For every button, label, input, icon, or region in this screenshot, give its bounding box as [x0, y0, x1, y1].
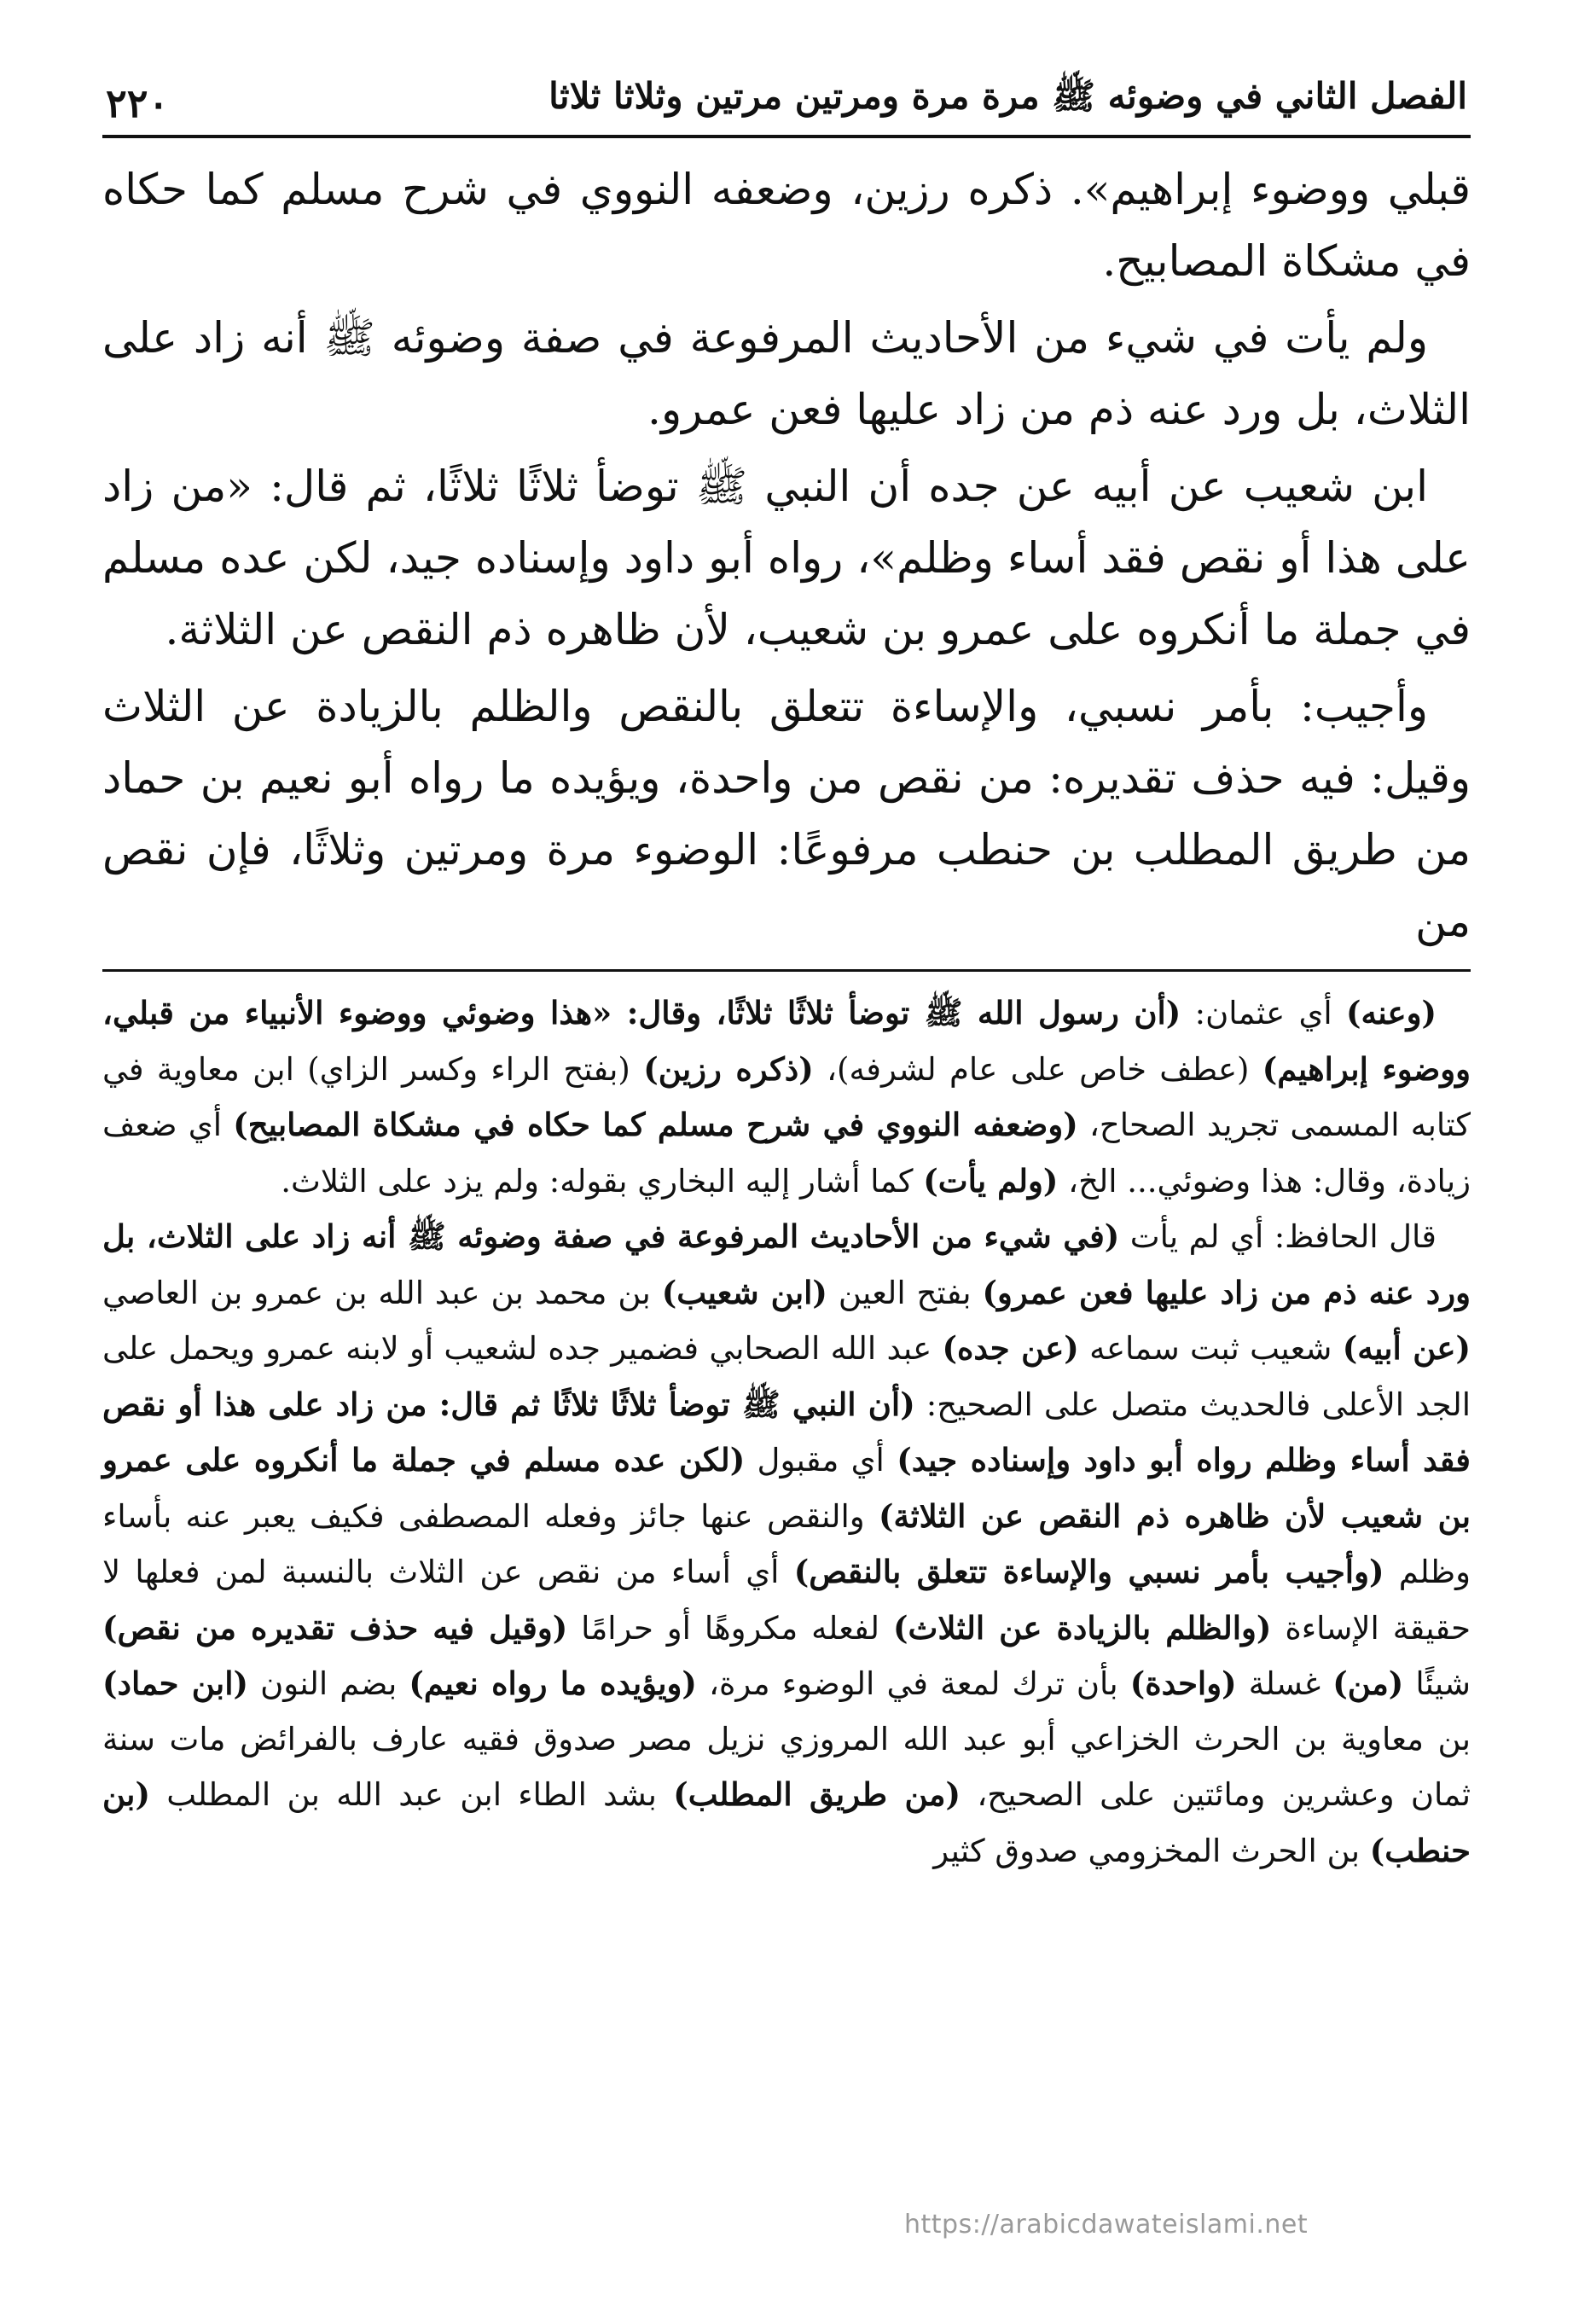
commentary-text: أي ضعف زيادة، وقال: هذا وضوئي... الخ، — [102, 1107, 1471, 1200]
commentary-text: شعيب ثبت سماعه — [1078, 1330, 1343, 1367]
quoted-text: (ويؤيده ما رواه نعيم) — [409, 1665, 697, 1702]
commentary-text: عبد الله الصحابي فضمير جده لشعيب أو لابنه عمرو ويحمل على الجد الأعلى فالحديث متصل على الصحيح: — [102, 1330, 1471, 1423]
quoted-text: (في شيء من الأحاديث المرفوعة في صفة وضوئه ﷺ أنه زاد على الثلاث، بل ورد عنه ذم من زاد عليها فعن عمرو) — [102, 1217, 1471, 1311]
quoted-text: (وقيل فيه حذف تقديره من نقص) — [102, 1608, 568, 1647]
commentary-text: أي عثمان: — [1181, 995, 1347, 1031]
quoted-text: (من) — [1332, 1665, 1404, 1702]
main-text — [102, 154, 1471, 957]
quoted-text: (أن رسول الله ﷺ توضأ ثلاثًا ثلاثًا، وقال: «هذا وضوئي ووضوء الأنبياء من قبلي، ووضوء إبراهيم) — [102, 994, 1471, 1088]
quoted-text: (واحدة) — [1129, 1665, 1237, 1702]
quoted-text: (والظلم بالزيادة عن الثلاث) — [892, 1608, 1272, 1647]
commentary-text: كما أشار إليه البخاري بقوله: ولم يزد على الثلاث. — [281, 1162, 924, 1200]
quoted-text: (عن جده) — [942, 1329, 1079, 1367]
quoted-text: (لكن عده مسلم في جملة ما أنكروه على عمرو بن شعيب لأن ظاهره ذم النقص عن الثلاثة) — [102, 1441, 1471, 1535]
page-number: ٢٢٠ — [106, 80, 170, 126]
commentary-text: بأن ترك لمعة في الوضوء مرة، — [696, 1665, 1130, 1702]
commentary-text: لفعله مكروهًا أو حرامًا — [567, 1609, 893, 1647]
commentary-text: بشد الطاء ابن عبد الله بن المطلب — [149, 1776, 674, 1813]
quoted-text: (عن أبيه) — [1342, 1329, 1471, 1367]
commentary-text: بضم النون — [248, 1665, 409, 1702]
quoted-text: (من طريق المطلب) — [673, 1775, 961, 1813]
commentary-paragraph — [102, 1209, 1471, 1879]
commentary-text: أي أساء من نقص عن الثلاث بالنسبة لمن فعلها لا حقيقة الإساءة — [102, 1554, 1471, 1647]
commentary-text: غسلة — [1236, 1665, 1333, 1702]
commentary-text: بن الحرث المخزومي صدوق كثير — [933, 1832, 1370, 1869]
main-paragraph: ابن شعيب عن أبيه عن جده أن النبي ﷺ توضأ ثلاثًا ثلاثًا، ثم قال: «من زاد على هذا أو نقص فقد أساء وظلم»، رواه أبو داود وإسناده جيد، لكن عده مسلم في جملة ما أنكروه على عمرو بن شعيب، لأن ظاهره ذم النقص عن الثلاثة. — [102, 462, 1471, 654]
commentary — [102, 985, 1471, 1879]
main-paragraph: وأجيب: بأمر نسبي، والإساءة تتعلق بالنقص والظلم بالزيادة عن الثلاث وقيل: فيه حذف تقديره: من نقص من واحدة، ويؤيده ما رواه أبو نعيم بن حماد من طريق المطلب بن حنطب مرفوعًا: الوضوء مرة ومرتين وثلاثًا، فإن نقص من — [102, 682, 1471, 946]
quoted-text: (ابن شعيب) — [661, 1273, 827, 1311]
chapter-title: الفصل الثاني في وضوئه ﷺ مرة مرة ومرتين مرتين وثلاثا ثلاثا — [549, 75, 1467, 117]
commentary-text: بن محمد بن عبد الله بن عمرو بن العاصي — [102, 1274, 662, 1311]
commentary-text: (بفتح الراء وكسر الزاي) ابن معاوية في كتابه المسمى تجريد الصحاح، — [102, 1050, 1471, 1143]
commentary-paragraph — [102, 985, 1471, 1209]
main-paragraph: ولم يأت في شيء من الأحاديث المرفوعة في صفة وضوئه ﷺ أنه زاد على الثلاث، بل ورد عنه ذم من زاد عليها فعن عمرو. — [102, 313, 1471, 434]
quoted-text: (وعنه) — [1346, 994, 1437, 1031]
quoted-text: (ابن حماد) — [102, 1665, 249, 1702]
quoted-text: (ذكره رزين) — [643, 1049, 814, 1088]
section-divider — [102, 969, 1471, 972]
watermark-url: https://arabicdawateislami.net — [904, 2210, 1309, 2240]
commentary-text: بفتح العين — [827, 1274, 983, 1311]
main-paragraph: قبلي ووضوء إبراهيم». ذكره رزين، وضعفه النووي في شرح مسلم كما حكاه في مشكاة المصابيح. — [102, 165, 1471, 286]
commentary-text: قال الحافظ: أي لم يأت — [1119, 1218, 1437, 1255]
commentary-text: أي مقبول — [745, 1442, 897, 1479]
commentary-text: بن معاوية بن الحرث الخزاعي أبو عبد الله المروزي نزيل مصر صدوق فقيه عارف بالفرائض مات سنة ثمان وعشرين ومائتين على الصحيح، — [102, 1720, 1471, 1813]
commentary-text: والنقص عنها جائز وفعله المصطفى فكيف يعبر عنه بأساء وظلم — [102, 1497, 1471, 1590]
book-page — [102, 60, 1471, 2261]
quoted-text: (ولم يأت) — [923, 1161, 1059, 1200]
quoted-text: (وضعفه النووي في شرح مسلم كما حكاه في مشكاة المصابيح) — [233, 1106, 1078, 1143]
commentary-text: (عطف خاص على عام لشرفه)، — [813, 1050, 1262, 1088]
quoted-text: (بن حنطب) — [102, 1775, 1471, 1869]
commentary-text: شيئًا — [1403, 1665, 1471, 1702]
quoted-text: (وأجيب بأمر نسبي والإساءة تتعلق بالنقص) — [793, 1553, 1384, 1590]
quoted-text: (أن النبي ﷺ توضأ ثلاثًا ثلاثًا ثم قال: من زاد على هذا أو نقص فقد أساء وظلم رواه أبو داود وإسناده جيد) — [102, 1385, 1471, 1479]
page-header — [102, 60, 1471, 138]
